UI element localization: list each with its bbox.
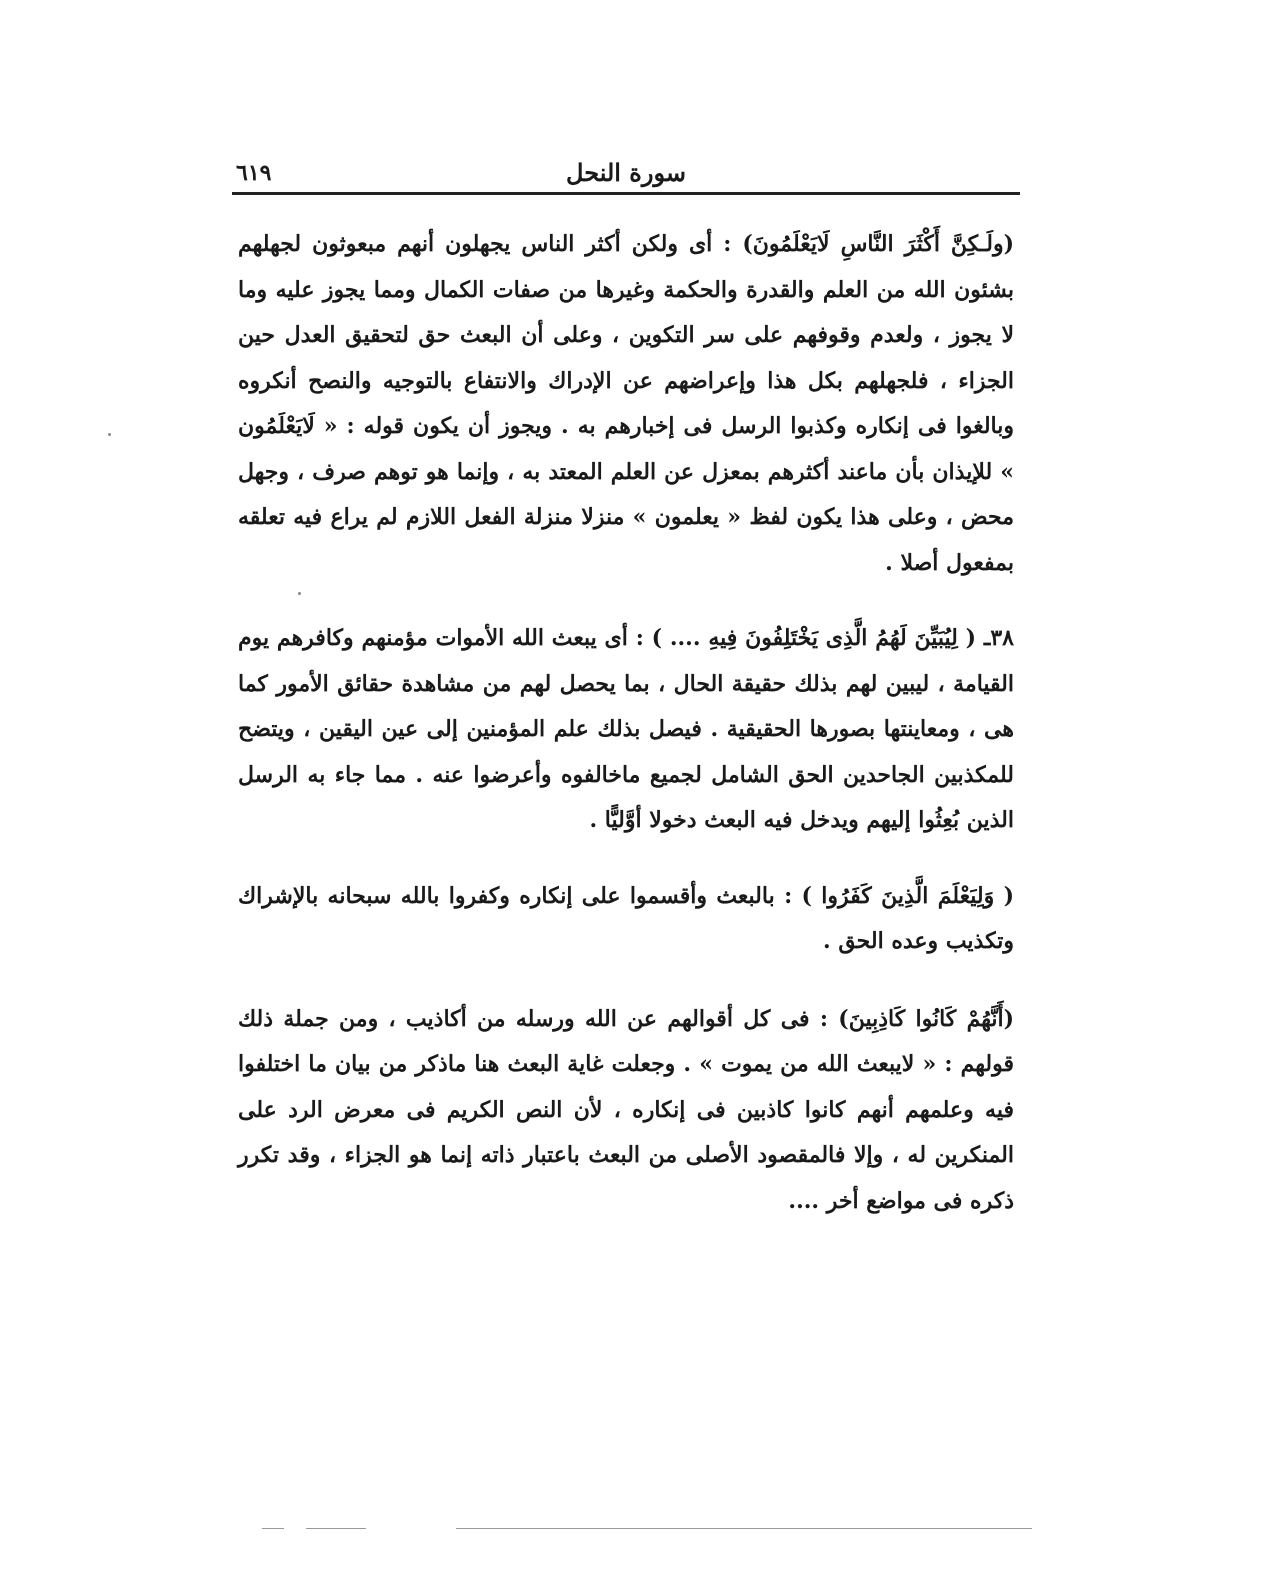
paragraph-1: (ولَـكِنَّ أَكْثَرَ النَّاسِ لَايَعْلَمُونَ) : أى ولكن أكثر الناس يجهلون أنهم مبعوثون لجهلهم بشئون الله من العلم والقدرة والحكمة وغيرها من صفات الكمال ومما يجوز عليه وما لا يجوز ، ولعدم وقوفهم على سر التكوين ، وعلى أن البعث حق لتحقيق العدل حين الجزاء ، فلجهلهم بكل هذا وإعراضهم عن الإدراك والانتفاع بالتوجيه والنصح أنكروه وبالغوا فى إنكاره وكذبوا الرسل فى إخبارهم به . ويجوز أن يكون قوله : « لَايَعْلَمُون » للإيذان بأن ماعند أكثرهم بمعزل عن العلم المعتد به ، وإنما هو توهم صرف ، وجهل محض ، وعلى هذا يكون لفظ « يعلمون » منزلا منزلة الفعل اللازم لم يراع فيه تعلقه بمفعول أصلا . [238,231,1014,576]
scan-mark [262,1528,284,1529]
scan-speck [108,433,111,436]
running-title: سورة النحل [566,158,686,187]
paragraph-3: ( وَلِيَعْلَمَ الَّذِينَ كَفَرُوا ) : بالبعث وأقسموا على إنكاره وكفروا بالله سبحانه بالإشراك وتكذيب وعده الحق . [238,882,1014,954]
paragraph-gap [238,844,1014,874]
paragraph-gap [238,965,1014,997]
page-header [232,158,1020,194]
scan-mark [306,1528,366,1529]
scan-mark [456,1528,1032,1529]
body-text [238,222,1014,1224]
scan-speck [298,592,301,595]
paragraph-4: (أَنَّهُمْ كَانُوا كَاذِبِينَ) : فى كل أقوالهم عن الله ورسله من أكاذيب ، ومن جملة ذلك قولهم : « لايبعث الله من يموت » . وجعلت غاية البعث هنا ماذكر من بيان ما اختلفوا فيه وعلمهم أنهم كانوا كاذبين فى إنكاره ، لأن النص الكريم فى معرض الرد على المنكرين له ، وإلا فالمقصود الأصلى من البعث باعتبار ذاته إنما هو الجزاء ، وقد تكرر ذكره فى مواضع أخر .... [238,1005,1014,1214]
paragraph-2: ٣٨ـ ( لِيُبَيِّنَ لَهُمُ الَّذِى يَخْتَلِفُونَ فِيهِ .... ) : أى يبعث الله الأموات مؤمنهم وكافرهم يوم القيامة ، ليبين لهم بذلك حقيقة الحال ، بما يحصل لهم من مشاهدة حقائق الأمور كما هى ، ومعاينتها بصورها الحقيقية . فيصل بذلك علم المؤمنين إلى عين اليقين ، ويتضح للمكذبين الجاحدين الحق الشامل لجميع ماخالفوه وأعرضوا عنه . مما جاء به الرسل الذين بُعِثُوا إليهم ويدخل فيه البعث دخولا أوَّليًّا . [238,625,1014,833]
header-rule [232,192,1020,195]
page-number: ٦١٩ [236,160,272,186]
paragraph-gap [238,586,1014,616]
